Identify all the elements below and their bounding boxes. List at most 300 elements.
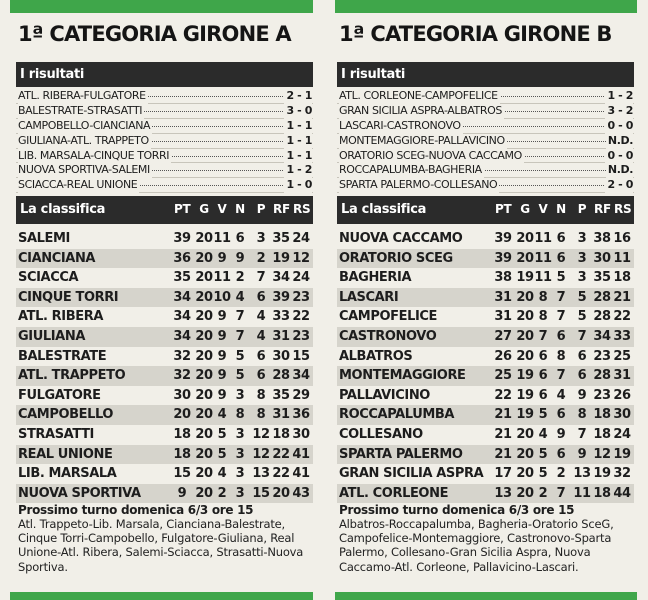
table-row <box>16 288 313 308</box>
stat-pt: 39 <box>173 231 191 246</box>
result-score: 3 - 2 <box>607 103 633 117</box>
result-row <box>16 89 313 104</box>
stat-rs: 23 <box>292 328 310 344</box>
stat-v: 11 <box>534 250 552 266</box>
table-row <box>337 268 634 288</box>
stat-n: 5 <box>556 270 566 286</box>
stat-rs: 44 <box>613 485 631 501</box>
result-match: NUOVA SPORTIVA-SALEMI <box>18 163 150 177</box>
table-row <box>337 366 634 386</box>
stat-g: 20 <box>195 289 213 305</box>
stat-rs: 22 <box>613 309 631 325</box>
stat-rs: 19 <box>613 446 631 462</box>
stat-n: 8 <box>556 348 566 364</box>
stat-rf: 28 <box>593 289 611 305</box>
stat-p: 7 <box>577 328 587 344</box>
stat-p: 5 <box>577 289 587 305</box>
team-name: GIULIANA <box>18 328 85 344</box>
stat-n: 6 <box>556 446 566 462</box>
table-row <box>337 484 634 504</box>
stat-rf: 33 <box>272 309 290 325</box>
results-header <box>16 62 313 87</box>
stat-rs: 12 <box>292 250 310 266</box>
stat-rf: 28 <box>272 368 290 384</box>
stat-p: 11 <box>573 485 591 501</box>
stat-g: 20 <box>516 309 534 325</box>
stat-g: 19 <box>516 407 534 423</box>
stat-n: 3 <box>235 387 245 403</box>
result-score: N.D. <box>607 133 633 147</box>
stat-rs: 36 <box>292 407 310 423</box>
stat-p: 6 <box>577 368 587 384</box>
standings-header <box>337 196 634 224</box>
column-header-p: P <box>577 202 587 216</box>
stat-g: 20 <box>516 328 534 344</box>
results-label: I risultati <box>20 67 85 82</box>
stat-g: 20 <box>195 426 213 442</box>
stat-rs: 32 <box>613 466 631 482</box>
team-name: BALESTRATE <box>18 348 107 364</box>
column-header-p: P <box>256 202 266 216</box>
result-row <box>337 178 634 193</box>
column-header-pt: PT <box>174 202 191 216</box>
stat-g: 19 <box>516 270 534 286</box>
result-row <box>16 134 313 149</box>
stat-p: 6 <box>577 348 587 364</box>
table-row <box>16 229 313 249</box>
stat-p: 9 <box>577 387 587 403</box>
stat-p: 5 <box>577 309 587 325</box>
stat-pt: 30 <box>173 387 191 403</box>
stat-g: 20 <box>516 348 534 364</box>
stat-rf: 31 <box>272 328 290 344</box>
result-row <box>16 163 313 178</box>
stat-rs: 30 <box>613 407 631 423</box>
stat-p: 3 <box>256 231 266 246</box>
table-row <box>16 425 313 445</box>
stat-n: 6 <box>556 328 566 344</box>
stat-p: 3 <box>577 270 587 286</box>
column-header-rf: RF <box>273 202 290 216</box>
column-header-rf: RF <box>594 202 611 216</box>
table-row <box>337 386 634 406</box>
next-round-fixtures: Albatros-Roccapalumba, Bagheria-Oratorio SceG, Campofelice-Montemaggiore, Castronovo-Sparta Palermo, Collesano-Gran Sicilia Aspra, Nuova Caccamo-Atl. Corleone, Pallavicino-Lascari. <box>339 517 614 574</box>
stat-rf: 39 <box>272 289 290 305</box>
stat-g: 19 <box>516 368 534 384</box>
column-header-v: V <box>217 202 227 216</box>
stat-v: 7 <box>538 328 548 344</box>
stat-rf: 31 <box>272 407 290 423</box>
result-score: 0 - 0 <box>607 118 633 132</box>
stat-g: 20 <box>195 368 213 384</box>
stat-p: 4 <box>256 328 266 344</box>
team-name: REAL UNIONE <box>18 446 113 462</box>
stat-pt: 31 <box>494 289 512 305</box>
stat-p: 12 <box>252 426 270 442</box>
stat-rs: 24 <box>292 270 310 286</box>
stat-pt: 18 <box>173 426 191 442</box>
stat-rf: 22 <box>272 446 290 462</box>
table-row <box>337 464 634 484</box>
stat-v: 9 <box>217 309 227 325</box>
standings-table <box>16 229 313 503</box>
stat-rf: 23 <box>593 387 611 403</box>
stat-p: 7 <box>256 270 266 286</box>
table-row <box>16 249 313 269</box>
stat-rf: 20 <box>272 485 290 501</box>
stat-g: 20 <box>516 231 534 246</box>
column-header-n: N <box>235 202 245 216</box>
stat-v: 5 <box>538 446 548 462</box>
stat-p: 2 <box>256 250 266 266</box>
table-row <box>337 307 634 327</box>
table-row <box>337 327 634 347</box>
stat-v: 11 <box>534 231 552 246</box>
team-name: ALBATROS <box>339 348 413 364</box>
stat-g: 20 <box>195 250 213 266</box>
stat-pt: 21 <box>494 446 512 462</box>
team-name: LASCARI <box>339 289 399 305</box>
table-row <box>337 445 634 465</box>
stat-n: 3 <box>235 466 245 482</box>
stat-rs: 31 <box>613 368 631 384</box>
team-name: SPARTA PALERMO <box>339 446 463 462</box>
results-list <box>16 89 313 193</box>
stat-v: 8 <box>538 309 548 325</box>
stat-g: 20 <box>516 446 534 462</box>
stat-pt: 22 <box>494 387 512 403</box>
team-name: LIB. MARSALA <box>18 466 117 482</box>
stat-g: 20 <box>195 328 213 344</box>
stat-v: 5 <box>538 407 548 423</box>
stat-v: 5 <box>217 446 227 462</box>
result-row <box>337 119 634 134</box>
table-row <box>16 386 313 406</box>
result-match: ORATORIO SCEG-NUOVA CACCAMO <box>339 148 522 162</box>
stat-g: 20 <box>195 466 213 482</box>
stat-rs: 29 <box>292 387 310 403</box>
stat-v: 9 <box>217 250 227 266</box>
stat-rf: 35 <box>272 231 290 246</box>
stat-n: 7 <box>235 328 245 344</box>
stat-rs: 21 <box>613 289 631 305</box>
section-title: 1ª CATEGORIA GIRONE B <box>339 22 612 46</box>
stat-g: 20 <box>195 231 213 246</box>
stat-g: 19 <box>516 387 534 403</box>
result-row <box>337 89 634 104</box>
next-round-title: Prossimo turno domenica 6/3 ore 15 <box>18 503 254 517</box>
stat-v: 6 <box>538 368 548 384</box>
stat-g: 20 <box>195 446 213 462</box>
stat-rs: 16 <box>613 231 631 246</box>
stat-n: 6 <box>235 231 245 246</box>
stat-v: 2 <box>217 485 227 501</box>
team-name: NUOVA CACCAMO <box>339 231 463 246</box>
stat-pt: 32 <box>173 348 191 364</box>
stat-v: 11 <box>213 231 231 246</box>
stat-v: 11 <box>534 270 552 286</box>
stat-v: 11 <box>213 270 231 286</box>
stat-pt: 27 <box>494 328 512 344</box>
result-match: GIULIANA-ATL. TRAPPETO <box>18 133 149 147</box>
stat-n: 6 <box>556 250 566 266</box>
stat-rs: 15 <box>292 348 310 364</box>
team-name: SALEMI <box>18 231 70 246</box>
stat-pt: 34 <box>173 328 191 344</box>
stat-p: 3 <box>577 231 587 246</box>
stat-rf: 18 <box>272 426 290 442</box>
result-row <box>16 119 313 134</box>
stat-v: 9 <box>217 368 227 384</box>
stat-pt: 36 <box>173 250 191 266</box>
stat-pt: 31 <box>494 309 512 325</box>
table-row <box>337 425 634 445</box>
stat-rs: 26 <box>613 387 631 403</box>
stat-v: 6 <box>538 348 548 364</box>
team-name: ATL. TRAPPETO <box>18 368 126 384</box>
stat-rf: 28 <box>593 309 611 325</box>
stat-n: 9 <box>556 426 566 442</box>
stat-pt: 21 <box>494 407 512 423</box>
column-header-rs: RS <box>614 202 632 216</box>
stat-g: 20 <box>195 348 213 364</box>
result-row <box>16 104 313 119</box>
stat-p: 15 <box>252 485 270 501</box>
team-name: NUOVA SPORTIVA <box>18 485 141 501</box>
stat-rf: 35 <box>593 270 611 286</box>
result-match: BALESTRATE-STRASATTI <box>18 103 143 117</box>
stat-n: 8 <box>235 407 245 423</box>
result-match: SPARTA PALERMO-COLLESANO <box>339 178 498 192</box>
stat-n: 4 <box>235 289 245 305</box>
stat-v: 5 <box>538 466 548 482</box>
result-row <box>16 149 313 164</box>
stat-rf: 34 <box>593 328 611 344</box>
stat-n: 9 <box>235 250 245 266</box>
team-name: COLLESANO <box>339 426 423 442</box>
stat-rf: 18 <box>593 426 611 442</box>
stat-p: 6 <box>256 348 266 364</box>
team-name: CINQUE TORRI <box>18 289 119 305</box>
table-row <box>16 327 313 347</box>
stat-p: 8 <box>577 407 587 423</box>
team-name: STRASATTI <box>18 426 94 442</box>
standings-header <box>16 196 313 224</box>
stat-v: 9 <box>217 387 227 403</box>
stat-rf: 22 <box>272 466 290 482</box>
table-row <box>16 484 313 504</box>
team-name: CAMPOFELICE <box>339 309 438 325</box>
result-row <box>337 163 634 178</box>
stat-n: 7 <box>556 289 566 305</box>
stat-rs: 25 <box>613 348 631 364</box>
stat-g: 20 <box>195 485 213 501</box>
column-header-v: V <box>538 202 548 216</box>
result-row <box>337 134 634 149</box>
stat-n: 7 <box>556 368 566 384</box>
stat-p: 13 <box>252 466 270 482</box>
stat-pt: 34 <box>173 289 191 305</box>
stat-n: 3 <box>235 426 245 442</box>
stat-rf: 23 <box>593 348 611 364</box>
team-name: FULGATORE <box>18 387 101 403</box>
standings-label: La classifica <box>20 202 106 217</box>
stat-p: 8 <box>256 387 266 403</box>
stat-v: 4 <box>217 466 227 482</box>
stat-rf: 30 <box>593 250 611 266</box>
stat-n: 3 <box>235 485 245 501</box>
result-score: N.D. <box>607 163 633 177</box>
stat-g: 20 <box>195 270 213 286</box>
column-header-pt: PT <box>495 202 512 216</box>
column-header-g: G <box>520 202 530 216</box>
table-row <box>337 347 634 367</box>
stat-rs: 18 <box>613 270 631 286</box>
stat-g: 20 <box>195 387 213 403</box>
stat-pt: 34 <box>173 309 191 325</box>
team-name: CAMPOBELLO <box>18 407 114 423</box>
stat-p: 3 <box>577 250 587 266</box>
column-header-n: N <box>556 202 566 216</box>
stat-pt: 25 <box>494 368 512 384</box>
stat-pt: 17 <box>494 466 512 482</box>
result-match: SCIACCA-REAL UNIONE <box>18 178 138 192</box>
result-score: 0 - 0 <box>607 148 633 162</box>
team-name: MONTEMAGGIORE <box>339 368 466 384</box>
column-header-g: G <box>199 202 209 216</box>
team-name: CIANCIANA <box>18 250 96 266</box>
stat-pt: 20 <box>173 407 191 423</box>
column-header-rs: RS <box>293 202 311 216</box>
girone-a-panel <box>16 0 313 600</box>
stat-v: 8 <box>538 289 548 305</box>
stat-rf: 18 <box>593 407 611 423</box>
table-row <box>16 268 313 288</box>
stat-rs: 41 <box>292 466 310 482</box>
team-name: ROCCAPALUMBA <box>339 407 455 423</box>
table-row <box>16 347 313 367</box>
stat-p: 4 <box>256 309 266 325</box>
stat-n: 7 <box>556 309 566 325</box>
team-name: PALLAVICINO <box>339 387 430 403</box>
results-header <box>337 62 634 87</box>
stat-rs: 34 <box>292 368 310 384</box>
result-score: 2 - 1 <box>286 89 312 102</box>
table-row <box>16 405 313 425</box>
result-match: ATL. CORLEONE-CAMPOFELICE <box>339 89 498 102</box>
stat-g: 20 <box>516 289 534 305</box>
result-score: 1 - 1 <box>286 133 312 147</box>
stat-rs: 41 <box>292 446 310 462</box>
stat-pt: 9 <box>177 485 187 501</box>
team-name: ORATORIO SCEG <box>339 250 453 266</box>
team-name: ATL. RIBERA <box>18 309 103 325</box>
stat-v: 5 <box>217 426 227 442</box>
stat-g: 20 <box>516 466 534 482</box>
team-name: CASTRONOVO <box>339 328 437 344</box>
stat-rs: 30 <box>292 426 310 442</box>
stat-pt: 26 <box>494 348 512 364</box>
stat-p: 8 <box>256 407 266 423</box>
stat-rf: 34 <box>272 270 290 286</box>
result-match: CAMPOBELLO-CIANCIANA <box>18 118 151 132</box>
table-row <box>337 249 634 269</box>
stat-pt: 13 <box>494 485 512 501</box>
stat-pt: 21 <box>494 426 512 442</box>
stat-rs: 33 <box>613 328 631 344</box>
stat-pt: 18 <box>173 446 191 462</box>
stat-p: 9 <box>577 446 587 462</box>
stat-rf: 35 <box>272 387 290 403</box>
table-row <box>337 229 634 249</box>
stat-p: 13 <box>573 466 591 482</box>
stat-pt: 38 <box>494 270 512 286</box>
result-row <box>337 149 634 164</box>
stat-rf: 38 <box>593 231 611 246</box>
stat-rf: 28 <box>593 368 611 384</box>
table-row <box>16 307 313 327</box>
team-name: GRAN SICILIA ASPRA <box>339 466 484 482</box>
stat-rs: 23 <box>292 289 310 305</box>
stat-n: 6 <box>556 231 566 246</box>
stat-n: 4 <box>556 387 566 403</box>
team-name: BAGHERIA <box>339 270 412 286</box>
result-score: 1 - 0 <box>286 178 312 192</box>
next-round-fixtures: Atl. Trappeto-Lib. Marsala, Cianciana-Balestrate, Cinque Torri-Campobello, Fulgatore-Giuliana, Real Unione-Atl. Ribera, Salemi-Sciacca, Strasatti-Nuova Sportiva. <box>18 517 304 574</box>
stat-rf: 18 <box>593 485 611 501</box>
stat-v: 9 <box>217 348 227 364</box>
stat-pt: 39 <box>494 250 512 266</box>
result-score: 2 - 0 <box>607 178 633 192</box>
stat-v: 10 <box>213 289 231 305</box>
stat-g: 20 <box>516 485 534 501</box>
stat-p: 12 <box>252 446 270 462</box>
results-list <box>337 89 634 193</box>
next-round-title: Prossimo turno domenica 6/3 ore 15 <box>339 503 575 517</box>
result-match: LASCARI-CASTRONOVO <box>339 118 461 132</box>
result-score: 1 - 2 <box>607 89 633 102</box>
stat-rs: 24 <box>292 231 310 246</box>
result-row <box>337 104 634 119</box>
result-score: 1 - 2 <box>286 163 312 177</box>
stat-v: 4 <box>538 426 548 442</box>
table-row <box>337 288 634 308</box>
stat-v: 4 <box>217 407 227 423</box>
result-score: 3 - 0 <box>286 103 312 117</box>
result-match: ATL. RIBERA-FULGATORE <box>18 89 146 102</box>
stat-rf: 12 <box>593 446 611 462</box>
table-row <box>16 464 313 484</box>
stat-v: 6 <box>538 387 548 403</box>
result-score: 1 - 1 <box>286 148 312 162</box>
stat-g: 20 <box>516 426 534 442</box>
stat-pt: 39 <box>494 231 512 246</box>
stat-g: 20 <box>195 407 213 423</box>
stat-p: 6 <box>256 289 266 305</box>
stat-v: 9 <box>217 328 227 344</box>
stat-rs: 43 <box>292 485 310 501</box>
stat-n: 6 <box>556 407 566 423</box>
stat-n: 5 <box>235 368 245 384</box>
stat-rf: 30 <box>272 348 290 364</box>
stat-n: 2 <box>235 270 245 286</box>
stat-n: 2 <box>556 466 566 482</box>
stat-g: 20 <box>516 250 534 266</box>
stat-pt: 35 <box>173 270 191 286</box>
stat-rf: 19 <box>272 250 290 266</box>
table-row <box>16 366 313 386</box>
stat-rs: 22 <box>292 309 310 325</box>
